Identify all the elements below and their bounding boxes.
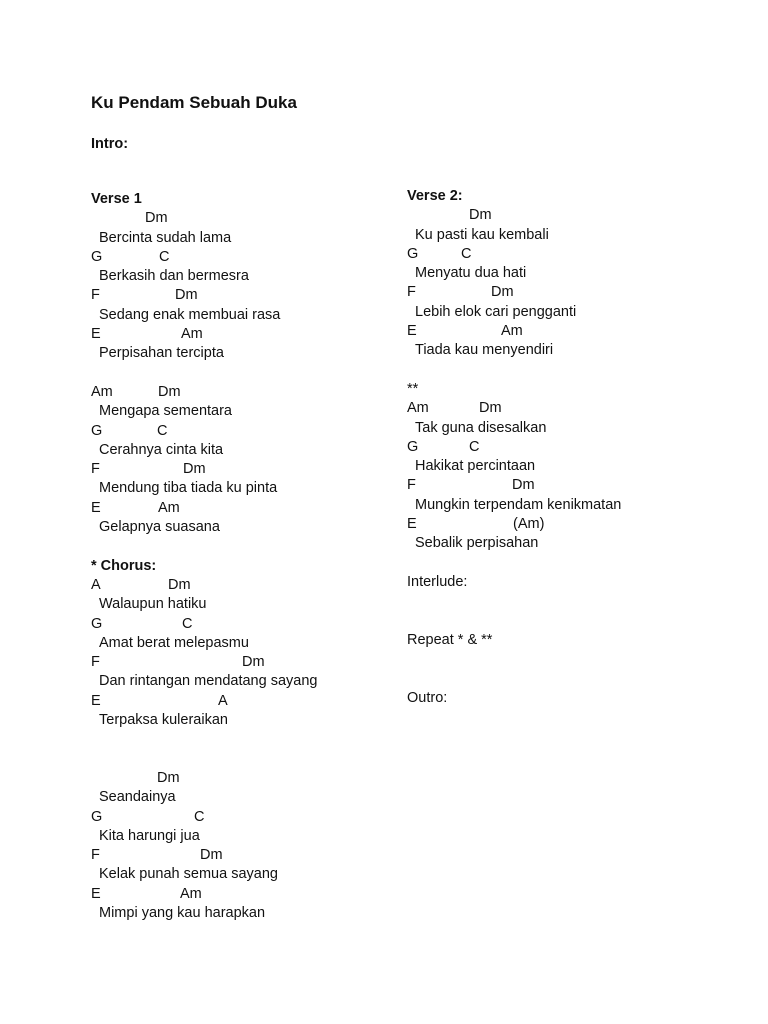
verse2-heading: Verse 2: xyxy=(407,188,463,204)
chorus-heading: * Chorus: xyxy=(91,557,157,574)
lyric-line: Berkasih dan bermesra xyxy=(99,268,249,285)
chord: Dm xyxy=(175,287,198,304)
lyric-line: Hakikat percintaan xyxy=(415,458,536,475)
chord-line xyxy=(91,325,421,344)
chord: Dm xyxy=(168,576,191,593)
chord: G xyxy=(91,808,103,825)
chord-line xyxy=(407,515,737,534)
lyric-line: Kita harungi jua xyxy=(99,827,200,844)
chord-line xyxy=(91,286,421,305)
left-column xyxy=(91,190,421,923)
lyric-line: Tiada kau menyendiri xyxy=(415,342,554,359)
lyric-line: Mendung tiba tiada ku pinta xyxy=(99,480,278,497)
chord: G xyxy=(91,248,103,265)
lyric-line: Bercinta sudah lama xyxy=(99,229,232,246)
lyric-line: Ku pasti kau kembali xyxy=(415,226,549,243)
lyric-line: Sedang enak membuai rasa xyxy=(99,306,281,323)
chord: E xyxy=(91,692,101,709)
chord-line xyxy=(407,283,737,302)
chord: F xyxy=(91,461,100,478)
chord: Am xyxy=(158,499,180,516)
repeat-label: Repeat * & ** xyxy=(407,631,493,648)
lyric-line: Terpaksa kuleraikan xyxy=(99,712,228,729)
chord: F xyxy=(91,847,100,864)
lyric-line: Walaupun hatiku xyxy=(99,596,207,613)
bridge-marker: ** xyxy=(407,380,419,397)
lyric-line: Mungkin terpendam kenikmatan xyxy=(415,496,622,513)
lyric-line: Sebalik perpisahan xyxy=(415,535,539,552)
chord-line xyxy=(91,885,421,904)
chord: C xyxy=(159,248,170,265)
lyric-line: Amat berat melepasmu xyxy=(99,634,249,651)
chord-line xyxy=(91,615,421,634)
chord: E xyxy=(407,516,417,533)
right-column xyxy=(407,187,737,708)
chord-line xyxy=(407,476,737,495)
interlude-label: Interlude: xyxy=(407,573,468,590)
chord: G xyxy=(407,438,419,455)
chord-line xyxy=(91,460,421,479)
chord: Dm xyxy=(145,210,168,227)
chord-line xyxy=(91,248,421,267)
chord: F xyxy=(91,287,100,304)
chorus-block xyxy=(91,576,421,730)
chord: C xyxy=(194,808,205,825)
chord: (Am) xyxy=(513,516,545,533)
chord: Am xyxy=(91,383,113,400)
outro-label: Outro: xyxy=(407,689,448,706)
chord-line xyxy=(91,692,421,711)
chord-line xyxy=(91,422,421,441)
lyric-line: Tak guna disesalkan xyxy=(415,419,547,436)
chord: Am xyxy=(501,323,523,340)
chord-line xyxy=(407,438,737,457)
chord: Dm xyxy=(469,207,492,224)
chord: Am xyxy=(407,400,429,417)
chord: Am xyxy=(181,326,203,343)
chord: A xyxy=(91,576,101,593)
lyric-line: Perpisahan tercipta xyxy=(99,345,224,362)
chord-line xyxy=(91,499,421,518)
verse1b-block xyxy=(91,383,421,537)
lyric-line: Lebih elok cari pengganti xyxy=(415,303,577,320)
intro-label: Intro: xyxy=(91,136,129,152)
chord-line xyxy=(91,209,421,228)
lyric-line: Seandainya xyxy=(99,789,176,806)
chord: Dm xyxy=(512,477,535,494)
chord: E xyxy=(91,499,101,516)
chord: E xyxy=(91,326,101,343)
lyric-line: Mengapa sementara xyxy=(99,403,232,420)
chord: Dm xyxy=(183,461,206,478)
lyric-line: Mimpi yang kau harapkan xyxy=(99,904,266,921)
chord-line xyxy=(407,399,737,418)
chord-line xyxy=(407,322,737,341)
chord-line xyxy=(407,245,737,264)
bridge-block xyxy=(407,399,737,553)
chord: F xyxy=(91,654,100,671)
chord-line xyxy=(91,383,421,402)
chorus2-block xyxy=(91,769,421,923)
chord-line xyxy=(407,206,737,225)
chord: F xyxy=(407,284,416,301)
verse1-block xyxy=(91,209,421,363)
chord: F xyxy=(407,477,416,494)
chord-line xyxy=(91,769,421,788)
chord: G xyxy=(91,615,103,632)
lyric-line: Kelak punah semua sayang xyxy=(99,866,278,883)
chord-line xyxy=(91,576,421,595)
lyric-line: Menyatu dua hati xyxy=(415,265,527,282)
chord: Am xyxy=(180,885,202,902)
song-title: Ku Pendam Sebuah Duka xyxy=(91,93,297,112)
lyric-line: Gelapnya suasana xyxy=(99,519,220,536)
verse1-heading: Verse 1 xyxy=(91,191,142,207)
chord: C xyxy=(182,615,193,632)
verse2-block xyxy=(407,206,737,360)
chord-line xyxy=(91,808,421,827)
chord: Dm xyxy=(157,769,180,786)
lyric-line: Cerahnya cinta kita xyxy=(99,441,224,458)
chord: E xyxy=(91,885,101,902)
chord: Dm xyxy=(242,654,265,671)
chord: C xyxy=(469,438,480,455)
lyric-line: Dan rintangan mendatang sayang xyxy=(99,673,318,690)
chord: G xyxy=(407,245,419,262)
chord: G xyxy=(91,422,103,439)
chord: Dm xyxy=(200,847,223,864)
chord-line xyxy=(91,653,421,672)
chord: Dm xyxy=(479,400,502,417)
chord: C xyxy=(461,245,472,262)
chord: A xyxy=(218,692,228,709)
chord-line xyxy=(91,846,421,865)
chord: Dm xyxy=(491,284,514,301)
chord: C xyxy=(157,422,168,439)
chord: E xyxy=(407,323,417,340)
chord: Dm xyxy=(158,383,181,400)
